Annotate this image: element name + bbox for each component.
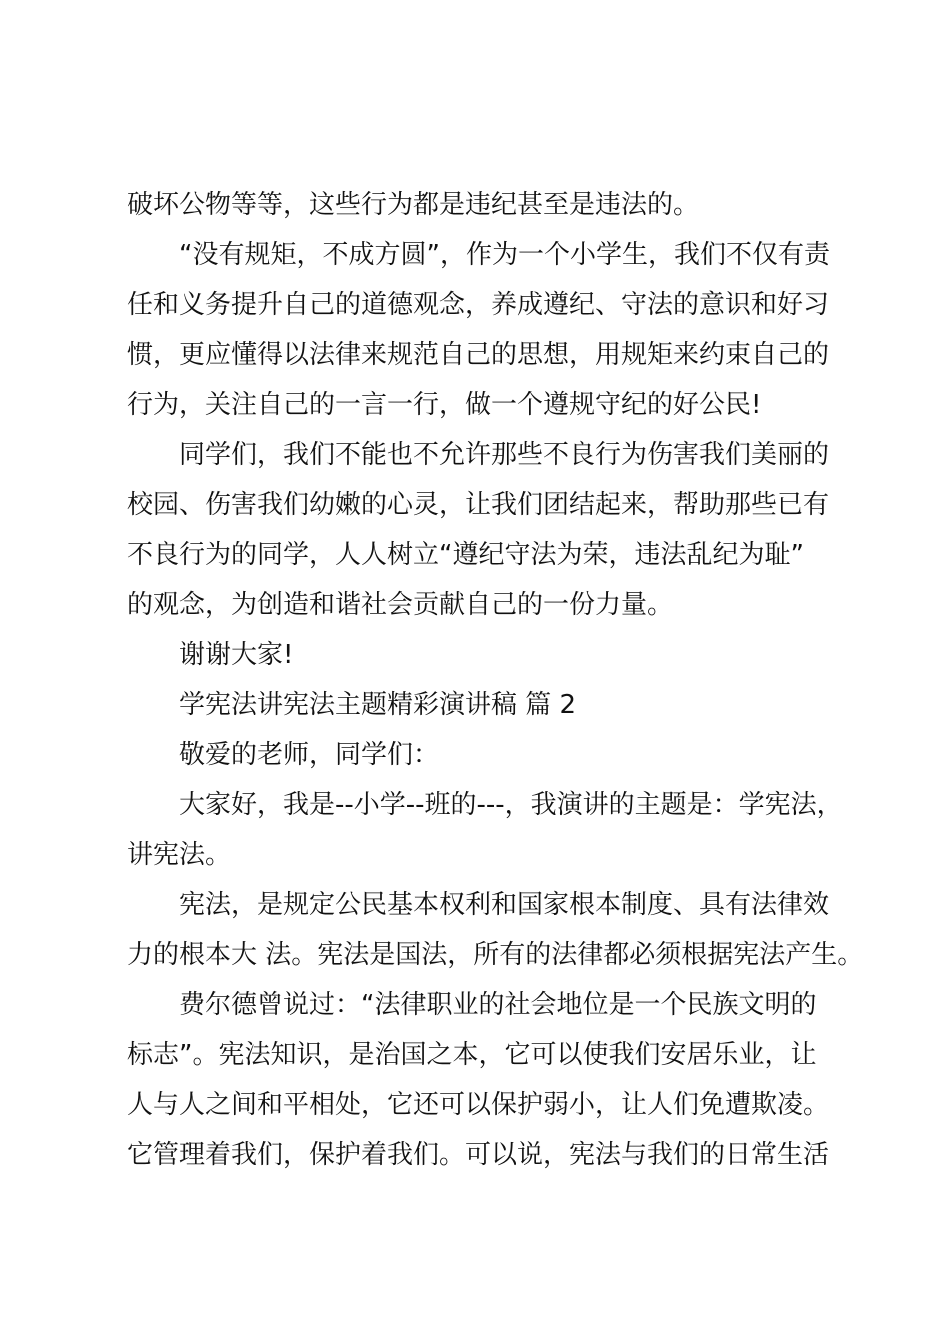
text-line-1: 破坏公物等等，这些行为都是违纪甚至是违法的。 [127, 190, 700, 220]
text-line-10: 谢谢大家! [179, 640, 294, 670]
text-line-6: 同学们，我们不能也不允许那些不良行为伤害我们美丽的 [179, 440, 830, 470]
text-line-15: 宪法，是规定公民基本权利和国家根本制度、具有法律效 [179, 890, 830, 920]
text-line-12: 敬爱的老师，同学们： [179, 740, 440, 770]
text-line-18: 标志”。宪法知识，是治国之本，它可以使我们安居乐业，让 [127, 1040, 817, 1070]
text-line-17: 费尔德曾说过：“法律职业的社会地位是一个民族文明的 [179, 990, 817, 1020]
section-heading: 学宪法讲宪法主题精彩演讲稿 篇 2 [179, 690, 577, 720]
text-line-19: 人与人之间和平相处，它还可以保护弱小，让人们免遭欺凌。 [127, 1090, 830, 1120]
text-line-20: 它管理着我们，保护着我们。可以说，宪法与我们的日常生活 [127, 1140, 830, 1170]
text-line-7: 校园、伤害我们幼嫩的心灵，让我们团结起来，帮助那些已有 [127, 490, 830, 520]
text-line-5: 行为，关注自己的一言一行，做一个遵规守纪的好公民! [127, 390, 762, 420]
text-line-16: 力的根本大 法。宪法是国法，所有的法律都必须根据宪法产生。 [127, 940, 864, 970]
text-line-2: “没有规矩，不成方圆”，作为一个小学生，我们不仅有责 [179, 240, 830, 270]
text-line-9: 的观念，为创造和谐社会贡献自己的一份力量。 [127, 590, 674, 620]
text-line-13: 大家好，我是--小学--班的---，我演讲的主题是：学宪法， [179, 790, 843, 820]
text-line-4: 惯，更应懂得以法律来规范自己的思想，用规矩来约束自己的 [127, 340, 830, 370]
text-line-8: 不良行为的同学，人人树立“遵纪守法为荣，违法乱纪为耻” [127, 540, 804, 570]
text-line-3: 任和义务提升自己的道德观念，养成遵纪、守法的意识和好习 [127, 290, 830, 320]
text-line-14: 讲宪法。 [127, 840, 232, 870]
